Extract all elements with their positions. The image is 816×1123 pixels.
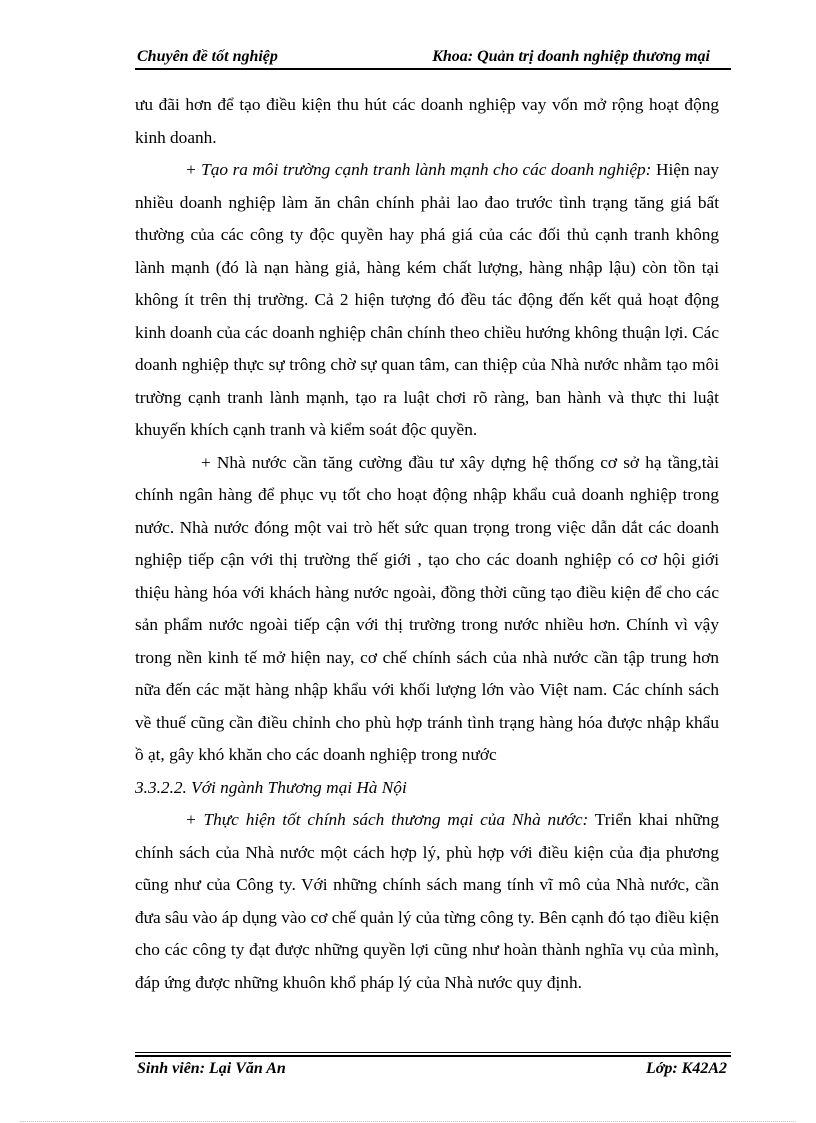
paragraph-infrastructure: + Nhà nước cần tăng cường đầu tư xây dựng hệ thống cơ sở hạ tầng,tài chính ngân hàng để phục vụ tốt cho hoạt động nhập khẩu cuả doanh nghiệp trong nước. Nhà nước đóng một vai trò hết sức quan trọng trong việc dẫn dắt các doanh nghiệp tiếp cận với thị trường thế giới , tạo cho các doanh nghiệp có cơ hội giới thiệu hàng hóa với khách hàng nước ngoài, đồng thời cũng tạo điều kiện để cho các sản phẩm nước ngoài tiếp cận với thị trường trong nước nhiều hơn. Chính vì vậy trong nền kinh tế mở hiện nay, cơ chế chính sách của nhà nước cần tập trung hơn nữa đến các mặt hàng nhập khẩu với khối lượng lớn vào Việt nam. Các chính sách về thuế cũng cần điều chỉnh cho phù hợp tránh tình trạng hàng hóa được nhập khẩu ồ ạt, gây khó khăn cho các doanh nghiệp trong nước <box>135 452 719 764</box>
paragraph-lead-trade-policy: + Thực hiện tốt chính sách thương mại của Nhà nước: <box>185 810 589 829</box>
paragraph-competition <box>135 154 719 447</box>
paragraph-continuation: ưu đãi hơn để tạo điều kiện thu hút các doanh nghiệp vay vốn mở rộng hoạt động kinh doanh. <box>135 95 719 147</box>
page-header <box>135 44 730 68</box>
header-title-left: Chuyên đề tốt nghiệp <box>137 48 278 65</box>
paragraph-text-competition: Hiện nay nhiều doanh nghiệp làm ăn chân chính phải lao đao trước tình trạng tăng giá bất thường của các công ty độc quyền hay phá giá của các đối thủ cạnh tranh không lành mạnh (đó là nạn hàng giả, hàng kém chất lượng, hàng nhập lậu) còn tồn tại không ít trên thị trường. Cả 2 hiện tượng đó đều tác động đến kết quả hoạt động kinh doanh của các doanh nghiệp chân chính theo chiều hướng không thuận lợi. Các doanh nghiệp thực sự trông chờ sự quan tâm, can thiệp của Nhà nước nhằm tạo môi trường cạnh tranh lành mạnh, tạo ra luật chơi rõ ràng, ban hành và thực thi luật khuyến khích cạnh tranh và kiểm soát độc quyền. <box>135 160 720 439</box>
footer-divider-thick <box>135 1055 731 1057</box>
footer-class: Lớp: K42A2 <box>645 1060 727 1077</box>
page-footer <box>135 1058 730 1082</box>
paragraph-text-trade-policy: Triển khai những chính sách của Nhà nước một cách hợp lý, phù hợp với điều kiện của địa phương cũng như của Công ty. Với những chính sách mang tính vĩ mô của Nhà nước, cần đưa sâu vào áp dụng vào cơ chế quản lý của từng công ty. Bên cạnh đó tạo điều kiện cho các công ty đạt được những quyền lợi cũng như hoàn thành nghĩa vụ của mình, đáp ứng được những khuôn khổ pháp lý của Nhà nước quy định. <box>135 810 719 992</box>
header-divider <box>135 68 731 70</box>
paragraph-lead-competition: + Tạo ra môi trường cạnh tranh lành mạnh cho các doanh nghiệp: <box>185 160 652 179</box>
page-edge-dotted-line <box>20 1121 796 1122</box>
footer-student-name: Sinh viên: Lại Văn An <box>137 1060 286 1077</box>
section-heading: 3.3.2.2. Với ngành Thương mại Hà Nội <box>135 777 407 797</box>
paragraph-trade-policy <box>135 804 719 999</box>
header-title-right: Khoa: Quản trị doanh nghiệp thương mại <box>432 48 710 65</box>
footer-divider-thin <box>135 1052 731 1053</box>
document-body <box>135 89 719 999</box>
